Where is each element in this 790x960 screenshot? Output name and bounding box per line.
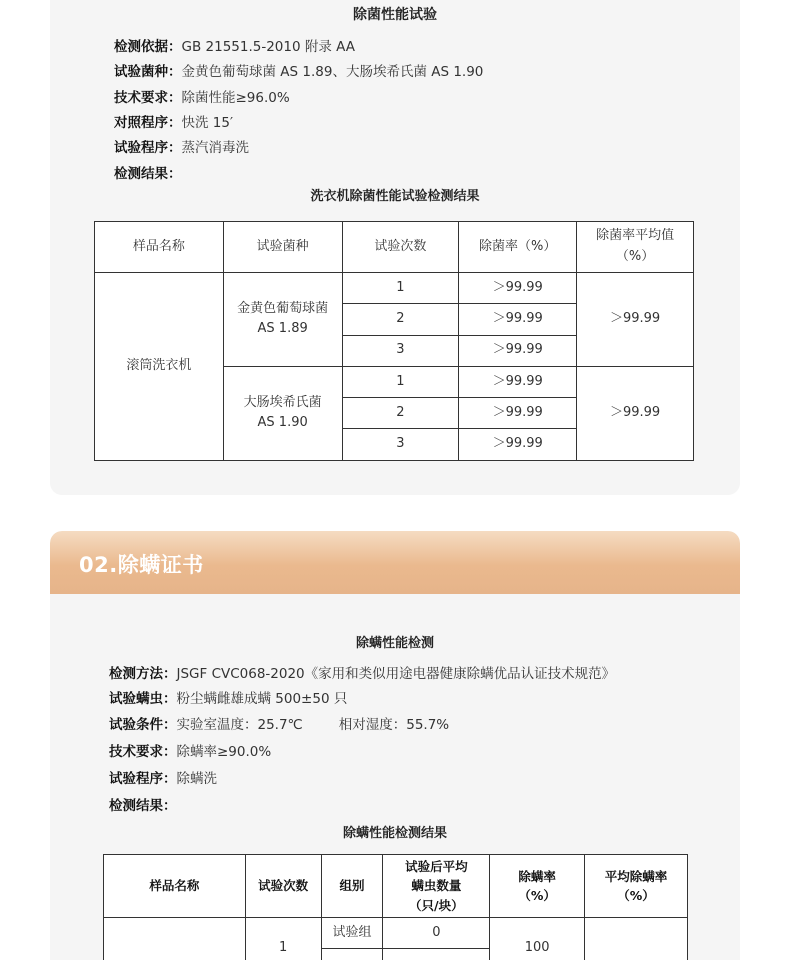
cell-avg: ＞99.99 — [577, 273, 694, 367]
mite-title: 除螨性能检测 — [355, 636, 434, 651]
header-group: 组别 — [321, 855, 383, 918]
cell-sample: 滚筒洗衣机 — [95, 273, 224, 461]
field-test-basis: 检测依据：GB 21551.5-2010 附录 AA — [114, 39, 355, 55]
field-tech-requirement: 技术要求：除菌性能≥96.0% — [114, 90, 290, 106]
cell-rate: ＞99.99 — [459, 304, 577, 335]
cell-run: 2 — [342, 304, 459, 335]
field-test-result: 检测结果： — [114, 166, 182, 182]
table-header-row — [104, 855, 688, 918]
cell-rate: ＞99.99 — [459, 273, 577, 304]
table-header-row — [95, 222, 694, 273]
header-rate: 除菌率（%） — [459, 222, 577, 273]
cell-run: 3 — [342, 429, 459, 460]
header-strain: 试验菌种 — [223, 222, 342, 273]
table-row — [104, 918, 688, 949]
field-mite-result: 检测结果： — [109, 798, 177, 814]
header-run-count: 试验次数 — [342, 222, 459, 273]
header-run-count: 试验次数 — [245, 855, 321, 918]
mite-table-title: 除螨性能检测结果 — [342, 826, 447, 841]
cell-rate: ＞99.99 — [459, 366, 577, 397]
sterilization-title: 除菌性能试验 — [353, 7, 437, 23]
cell-count: 0 — [383, 918, 490, 949]
field-test-strain: 试验菌种：金黄色葡萄球菌 AS 1.89、大肠埃希氏菌 AS 1.90 — [114, 64, 484, 80]
cell-rate: 100 — [490, 918, 585, 960]
cell-run: 1 — [245, 918, 321, 960]
cell-rate: ＞99.99 — [459, 335, 577, 366]
cell-strain: 金黄色葡萄球菌 AS 1.89 — [223, 273, 342, 367]
header-mite-count: 试验后平均 螨虫数量 （只/块） — [383, 855, 490, 918]
field-control-program: 对照程序：快洗 15′ — [114, 115, 234, 131]
header-mite-rate: 除螨率 （%） — [490, 855, 585, 918]
sterilization-table-title: 洗衣机除菌性能试验检测结果 — [310, 189, 480, 204]
header-avg-rate: 除菌率平均值 （%） — [577, 222, 694, 273]
cell-run: 3 — [342, 335, 459, 366]
field-mite-program: 试验程序：除螨洗 — [109, 771, 217, 787]
cell-group — [321, 949, 383, 960]
cell-count — [383, 949, 490, 960]
header-sample-name: 样品名称 — [95, 222, 224, 273]
cell-group: 试验组 — [321, 918, 383, 949]
cell-run: 1 — [342, 366, 459, 397]
field-mite-requirement: 技术要求：除螨率≥90.0% — [109, 744, 272, 760]
cell-sample — [104, 918, 246, 960]
header-avg-mite-rate: 平均除螨率 （%） — [585, 855, 688, 918]
field-test-condition: 试验条件：实验室温度：25.7℃ 相对湿度：55.7% — [109, 717, 450, 733]
table-row — [95, 273, 694, 304]
cell-rate: ＞99.99 — [459, 429, 577, 460]
cell-rate: ＞99.99 — [459, 398, 577, 429]
section-banner — [50, 531, 740, 594]
header-sample-name: 样品名称 — [104, 855, 246, 918]
cell-avg — [585, 918, 688, 960]
humidity-value: 相对湿度：55.7% — [338, 717, 450, 733]
cell-strain: 大肠埃希氏菌 AS 1.90 — [223, 366, 342, 460]
mite-results-table — [103, 854, 688, 960]
field-test-mite: 试验螨虫：粉尘螨雌雄成螨 500±50 只 — [109, 691, 348, 707]
cell-avg: ＞99.99 — [577, 366, 694, 460]
cell-run: 2 — [342, 398, 459, 429]
field-test-program: 试验程序：蒸汽消毒洗 — [114, 140, 249, 156]
banner-title: 02.除螨证书 — [79, 553, 204, 577]
cell-run: 1 — [342, 273, 459, 304]
field-test-method: 检测方法：JSGF CVC068-2020《家用和类似用途电器健康除螨优品认证技术规范》 — [109, 666, 616, 682]
sterilization-results-table — [94, 221, 694, 461]
